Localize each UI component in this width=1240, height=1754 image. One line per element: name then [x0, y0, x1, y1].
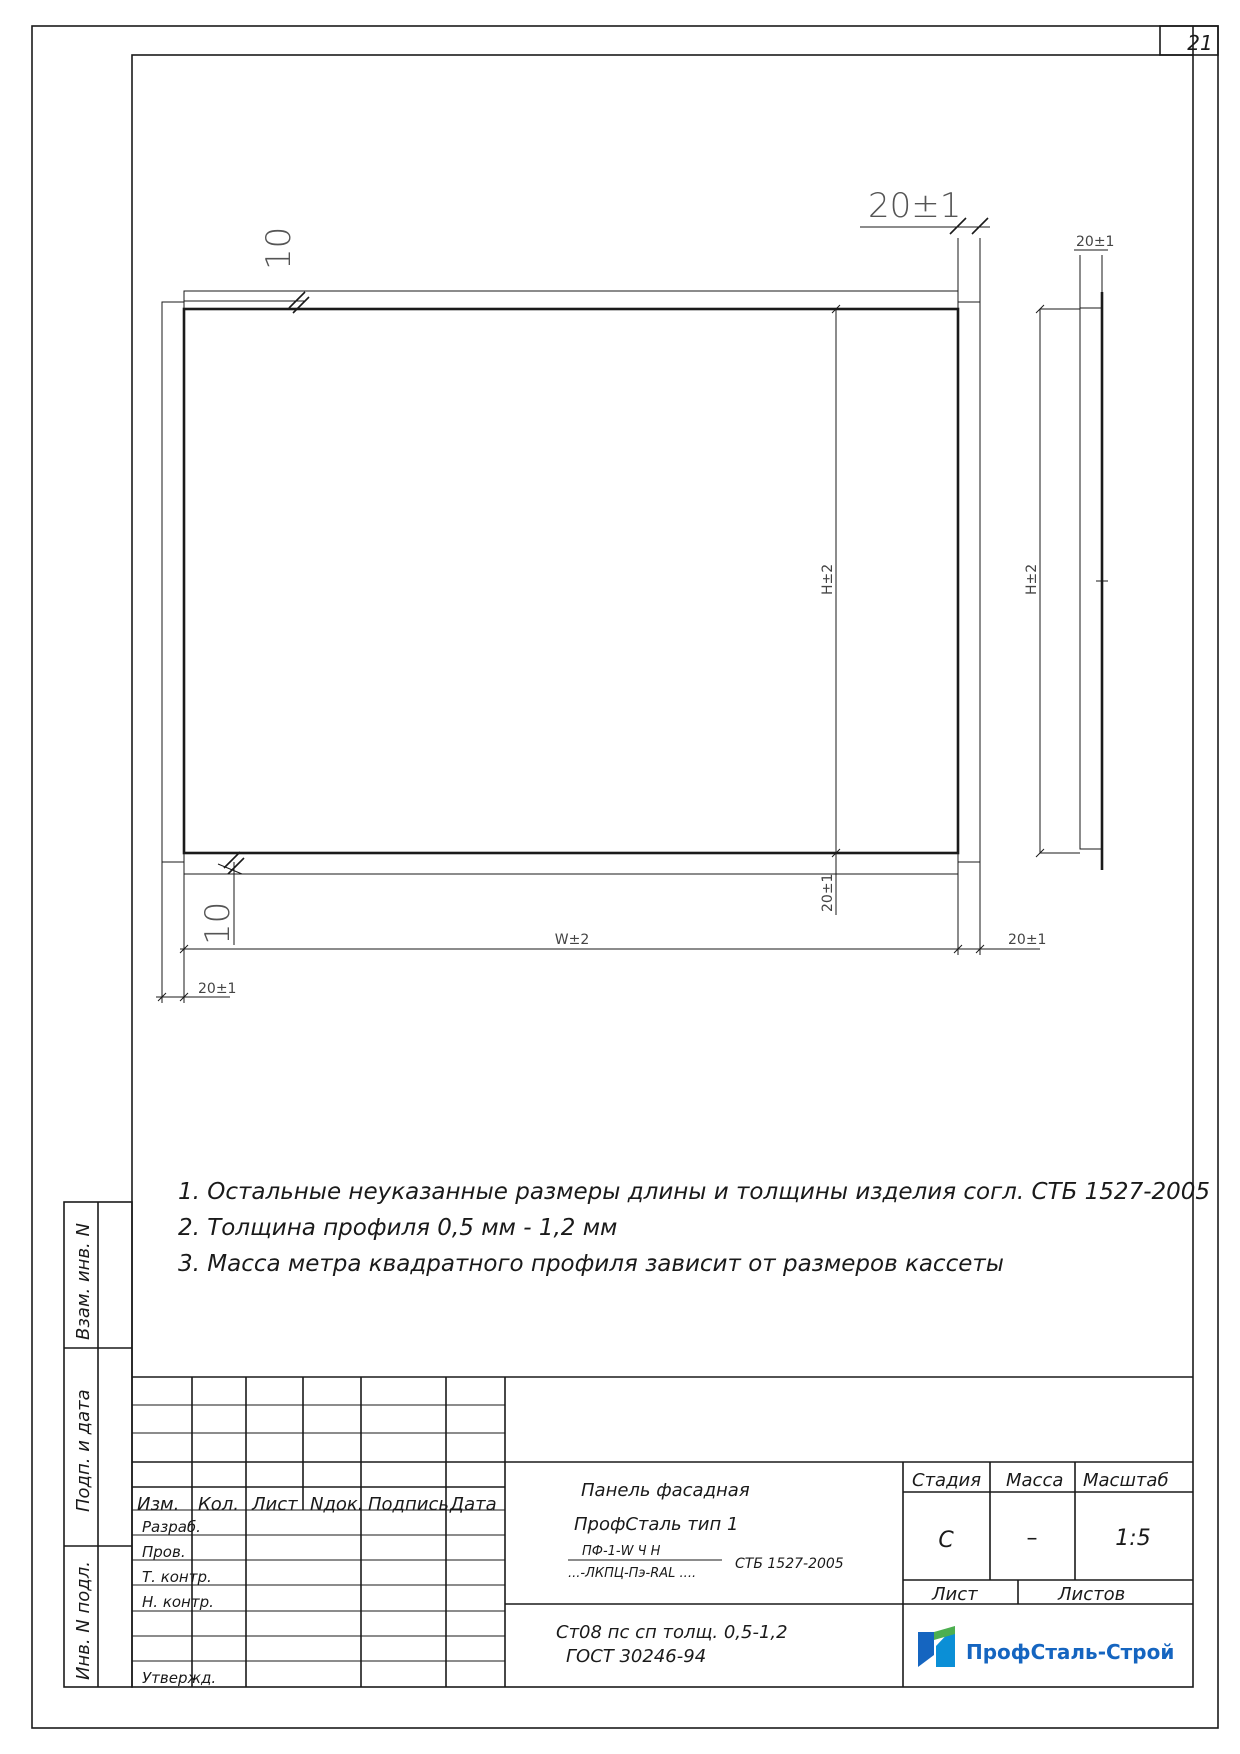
- note-1: 1. Остальные неуказанные размеры длины и толщины изделия согл. СТБ 1527-2005: [178, 1179, 1211, 1205]
- hdr-doc: Nдок.: [310, 1494, 364, 1515]
- note-2: 2. Толщина профиля 0,5 мм - 1,2 мм: [178, 1215, 618, 1241]
- main-panel: [184, 309, 958, 853]
- sheets-label: Листов: [1058, 1584, 1126, 1605]
- role-checker: Пров.: [142, 1543, 186, 1561]
- bottom-flange: [184, 853, 958, 874]
- stage-value: С: [938, 1528, 954, 1553]
- dim-height-side: H±2: [1024, 563, 1040, 595]
- inner-frame: [132, 55, 1193, 1687]
- role-norm-control: Н. контр.: [142, 1593, 214, 1611]
- side-profile: [1080, 308, 1102, 849]
- side-stamp: [64, 1202, 132, 1687]
- mass-label: Масса: [1006, 1470, 1064, 1491]
- scale-label: Масштаб: [1083, 1470, 1169, 1491]
- dim-top-tolerance: 20±1: [868, 186, 962, 226]
- mass-value: –: [1026, 1526, 1038, 1551]
- front-view: [162, 291, 980, 874]
- left-flange: [162, 302, 184, 862]
- title-line2: ПрофСталь тип 1: [574, 1514, 739, 1535]
- stamp-orig-inv: Инв. N подл.: [73, 1561, 94, 1680]
- side-view: [1080, 292, 1108, 870]
- sheet-label: Лист: [932, 1584, 978, 1605]
- code-top: ПФ-1-W Ч H: [582, 1544, 661, 1559]
- scale-value: 1:5: [1115, 1526, 1151, 1551]
- stamp-replace-inv: Взам. инв. N: [73, 1223, 94, 1340]
- hdr-change: Изм.: [137, 1494, 180, 1515]
- company-name: ПрофСталь-Строй: [966, 1640, 1175, 1664]
- material-line2: ГОСТ 30246-94: [566, 1646, 707, 1667]
- dim-left: 20±1: [198, 981, 237, 997]
- dim-height-front: H±2: [820, 563, 836, 595]
- dim-top-thickness: 10: [259, 226, 299, 270]
- stage-label: Стадия: [912, 1470, 982, 1491]
- dim-right: 20±1: [1008, 932, 1047, 948]
- company-logo-icon: [918, 1626, 955, 1667]
- right-flange: [958, 302, 980, 862]
- standard: СТБ 1527-2005: [735, 1556, 844, 1572]
- code-bottom: ...-ЛКПЦ-Пэ-RAL ....: [568, 1566, 697, 1581]
- hdr-date: Дата: [450, 1494, 497, 1515]
- hdr-count: Кол.: [198, 1494, 240, 1515]
- stamp-sign-date: Подп. и дата: [73, 1389, 94, 1512]
- hdr-sheet: Лист: [252, 1494, 298, 1515]
- notes: [178, 1179, 1210, 1277]
- role-approved: Утвержд.: [142, 1669, 217, 1687]
- sheet-number: 21: [1187, 31, 1213, 55]
- dim-width: W±2: [554, 932, 590, 948]
- dim-bottom-thickness: 10: [198, 901, 238, 945]
- dim-side-top: 20±1: [1076, 234, 1115, 250]
- material-line1: Ст08 пс сп толщ. 0,5-1,2: [556, 1622, 788, 1643]
- dim-bottom-flange: 20±1: [820, 873, 836, 912]
- hdr-signature: Подпись: [368, 1494, 449, 1515]
- role-tech-control: Т. контр.: [142, 1568, 212, 1586]
- role-developer: Разраб.: [142, 1518, 201, 1536]
- note-3: 3. Масса метра квадратного профиля зависит от размеров кассеты: [178, 1251, 1004, 1277]
- title-block: [132, 1377, 1193, 1687]
- title-line1: Панель фасадная: [581, 1480, 750, 1501]
